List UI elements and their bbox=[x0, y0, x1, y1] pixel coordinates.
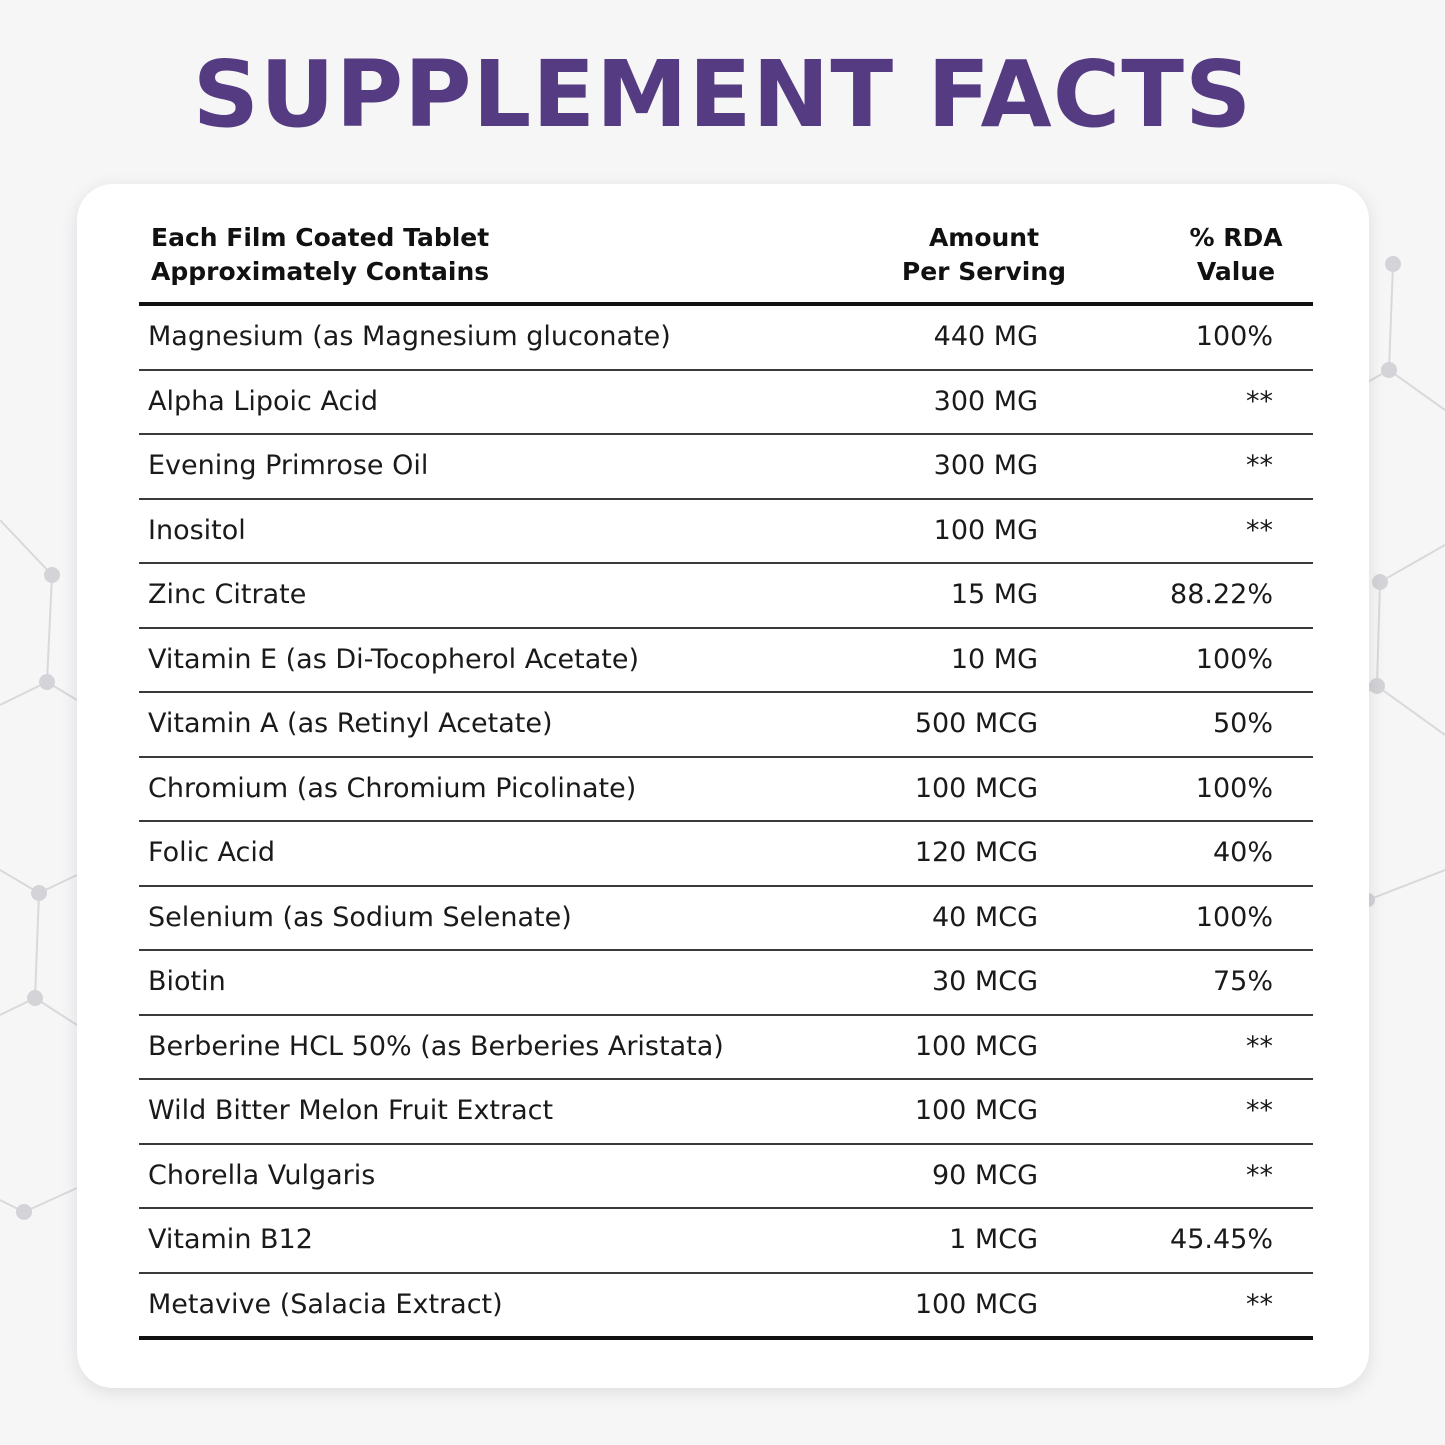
ingredient-rda: ** bbox=[1246, 1030, 1273, 1062]
ingredient-name: Alpha Lipoic Acid bbox=[148, 385, 378, 417]
header-amount-line2: Per Serving bbox=[901, 257, 1067, 286]
ingredient-name: Selenium (as Sodium Selenate) bbox=[148, 901, 572, 933]
ingredient-amount: 90 MCG bbox=[931, 1159, 1038, 1191]
table-header bbox=[139, 214, 1313, 306]
ingredient-name: Berberine HCL 50% (as Berberies Aristata) bbox=[148, 1030, 724, 1062]
table-row bbox=[139, 629, 1313, 694]
ingredient-rda: ** bbox=[1246, 1095, 1273, 1126]
ingredient-name: Vitamin B12 bbox=[148, 1224, 313, 1255]
supplement-facts-card bbox=[77, 184, 1369, 1388]
table-row bbox=[139, 306, 1313, 371]
ingredient-amount: 30 MCG bbox=[931, 966, 1038, 997]
ingredient-amount: 1 MCG bbox=[949, 1224, 1038, 1255]
table-row bbox=[139, 435, 1313, 500]
header-amount-line1: Amount bbox=[928, 223, 1040, 252]
ingredient-name: Magnesium (as Magnesium gluconate) bbox=[148, 321, 671, 352]
ingredient-name: Folic Acid bbox=[148, 837, 275, 868]
ingredient-name: Vitamin E (as Di-Tocopherol Acetate) bbox=[148, 643, 640, 675]
ingredient-rda: ** bbox=[1246, 385, 1273, 417]
table-row bbox=[139, 564, 1313, 629]
table-row bbox=[139, 1145, 1313, 1210]
ingredient-amount: 440 MG bbox=[933, 321, 1038, 352]
ingredient-rda: ** bbox=[1246, 514, 1273, 546]
ingredient-name: Chorella Vulgaris bbox=[148, 1159, 376, 1191]
ingredient-rda: 88.22% bbox=[1170, 579, 1273, 610]
ingredient-rda: ** bbox=[1246, 1288, 1273, 1320]
ingredient-rda: 50% bbox=[1212, 708, 1273, 739]
ingredient-name: Vitamin A (as Retinyl Acetate) bbox=[148, 708, 553, 739]
ingredient-rda: 75% bbox=[1212, 966, 1273, 997]
ingredient-amount: 500 MCG bbox=[914, 708, 1038, 739]
ingredient-amount: 15 MG bbox=[950, 579, 1038, 610]
table-row bbox=[139, 693, 1313, 758]
ingredient-rda: 100% bbox=[1195, 643, 1273, 675]
ingredient-amount: 100 MCG bbox=[914, 1030, 1038, 1062]
header-ingredient-line2: Approximately Contains bbox=[151, 257, 490, 286]
table-row bbox=[139, 500, 1313, 565]
ingredient-amount: 120 MCG bbox=[914, 837, 1038, 868]
ingredient-rda: ** bbox=[1246, 1159, 1273, 1191]
table-row bbox=[139, 887, 1313, 952]
ingredient-rda: 100% bbox=[1195, 901, 1273, 933]
ingredient-amount: 100 MCG bbox=[914, 1288, 1038, 1320]
table-row bbox=[139, 822, 1313, 887]
ingredient-name: Biotin bbox=[148, 966, 226, 997]
ingredient-rda: 45.45% bbox=[1170, 1224, 1273, 1255]
table-row bbox=[139, 1274, 1313, 1341]
header-rda-line1: % RDA bbox=[1189, 223, 1283, 252]
ingredient-amount: 100 MG bbox=[933, 514, 1038, 546]
ingredient-rda: 40% bbox=[1212, 837, 1273, 868]
header-rda bbox=[1161, 221, 1311, 289]
ingredient-name: Chromium (as Chromium Picolinate) bbox=[148, 772, 637, 804]
ingredient-name: Wild Bitter Melon Fruit Extract bbox=[148, 1095, 554, 1126]
ingredient-name: Evening Primrose Oil bbox=[148, 450, 429, 481]
ingredient-amount: 40 MCG bbox=[931, 901, 1038, 933]
table-row bbox=[139, 951, 1313, 1016]
header-ingredient bbox=[151, 221, 489, 289]
page-title: SUPPLEMENT FACTS bbox=[192, 41, 1253, 148]
ingredient-amount: 300 MG bbox=[933, 450, 1038, 481]
ingredient-amount: 100 MCG bbox=[914, 1095, 1038, 1126]
header-rda-line2: Value bbox=[1196, 257, 1276, 286]
ingredient-amount: 10 MG bbox=[950, 643, 1038, 675]
ingredient-rda: 100% bbox=[1195, 772, 1273, 804]
table-row bbox=[139, 1016, 1313, 1081]
ingredient-rda: 100% bbox=[1195, 321, 1273, 352]
ingredient-amount: 300 MG bbox=[933, 385, 1038, 417]
ingredient-name: Zinc Citrate bbox=[148, 579, 307, 610]
ingredient-name: Inositol bbox=[148, 514, 246, 546]
ingredient-name: Metavive (Salacia Extract) bbox=[148, 1288, 503, 1320]
table-row bbox=[139, 371, 1313, 436]
table-row bbox=[139, 758, 1313, 823]
header-amount bbox=[861, 221, 1107, 289]
ingredient-amount: 100 MCG bbox=[914, 772, 1038, 804]
table-row bbox=[139, 1209, 1313, 1274]
ingredient-rda: ** bbox=[1246, 450, 1273, 481]
table-row bbox=[139, 1080, 1313, 1145]
header-ingredient-line1: Each Film Coated Tablet bbox=[151, 223, 490, 252]
supplement-facts-table bbox=[139, 214, 1313, 1340]
